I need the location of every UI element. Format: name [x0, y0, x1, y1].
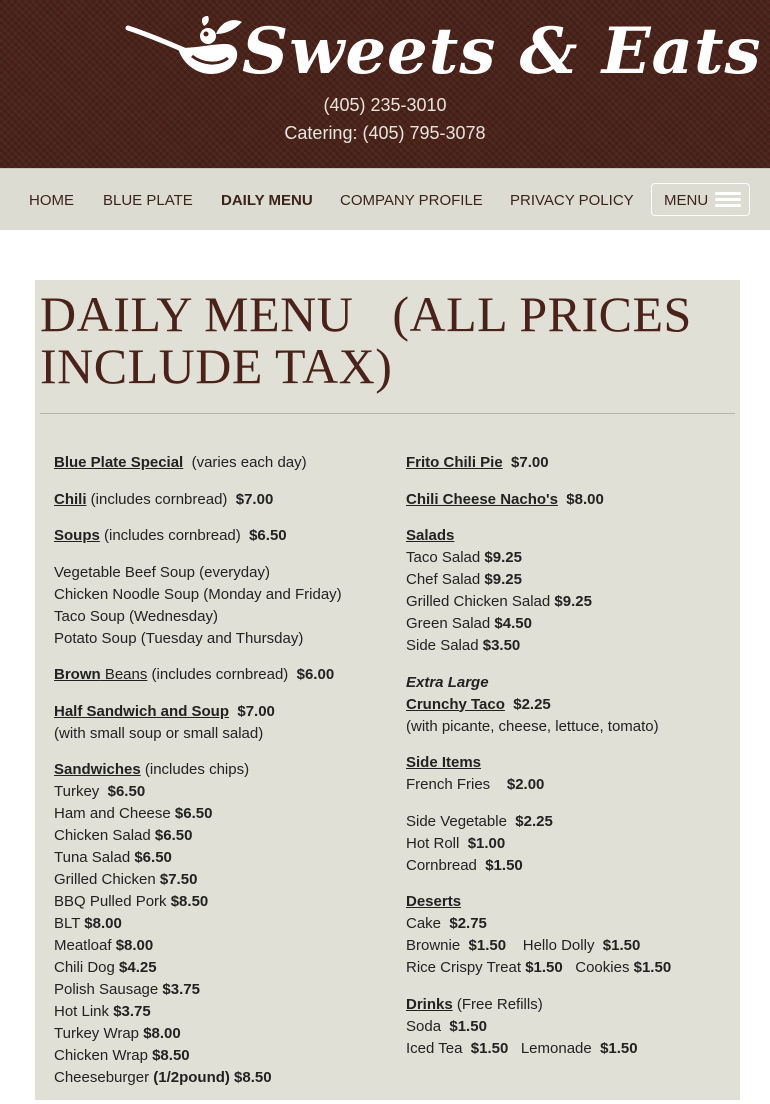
- half-sandwich-note: (with small soup or small salad): [54, 724, 264, 742]
- list-item: Brownie $1.50 Hello Dolly $1.50: [406, 937, 641, 954]
- list-item: French Fries $2.00: [406, 776, 545, 793]
- drinks-note: (Free Refills): [452, 995, 543, 1013]
- phone-number[interactable]: (405) 235-3010: [323, 95, 447, 115]
- list-item: Hot Roll $1.00: [406, 834, 506, 852]
- chili-price: $7.00: [235, 490, 274, 508]
- menu-section-drinks: [406, 994, 736, 1060]
- list-item: Taco Salad $9.25: [406, 549, 522, 566]
- brown-beans-price: $6.00: [296, 666, 335, 683]
- list-item: Polish Sausage $3.75: [54, 981, 200, 998]
- menu-item-nachos: [406, 489, 736, 511]
- frito-pie-link[interactable]: Frito Chili Pie: [406, 454, 503, 471]
- menu-section-deserts: [406, 891, 736, 979]
- brown-beans-name-rest: Beans: [100, 666, 148, 683]
- list-item: Cornbread $1.50: [406, 856, 523, 874]
- crunchy-taco-note: (with picante, cheese, lettuce, tomato): [406, 717, 659, 735]
- nav-blue-plate[interactable]: BLUE PLATE: [103, 192, 193, 209]
- menu-item-soups: [54, 525, 394, 547]
- list-item: Chicken Wrap $8.50: [54, 1047, 190, 1064]
- salads-link[interactable]: Salads: [406, 527, 455, 544]
- menu-toggle-button[interactable]: [651, 183, 750, 216]
- menu-section-side-items: [406, 752, 736, 796]
- soups-price: $6.50: [249, 527, 287, 544]
- nav-home[interactable]: HOME: [29, 192, 74, 209]
- chili-note: (includes cornbread): [86, 490, 236, 508]
- list-item: Side Vegetable $2.25: [406, 812, 553, 830]
- list-item: Ham and Cheese $6.50: [54, 805, 213, 822]
- list-item: Grilled Chicken $7.50: [54, 871, 198, 888]
- list-item: Taco Soup (Wednesday): [54, 607, 218, 625]
- blue-plate-link[interactable]: Blue Plate Special: [54, 454, 184, 471]
- list-item: Cheeseburger (1/2pound) $8.50: [54, 1069, 272, 1086]
- soup-list: [54, 562, 394, 650]
- title-divider: [40, 413, 735, 414]
- page-title: DAILY MENU (ALL PRICES INCLUDE TAX): [40, 286, 705, 394]
- nav-company-profile[interactable]: COMPANY PROFILE: [340, 192, 483, 209]
- chili-link[interactable]: Chili: [54, 490, 87, 508]
- soups-note: (includes cornbread): [99, 527, 250, 544]
- list-item: Chef Salad $9.25: [406, 571, 522, 588]
- menu-item-blue-plate: [54, 452, 394, 474]
- nachos-link[interactable]: Chili Cheese Nacho's: [406, 490, 558, 508]
- nav-daily-menu[interactable]: DAILY MENU: [221, 192, 313, 209]
- list-item: BLT $8.00: [54, 915, 122, 932]
- menu-item-chili: [54, 489, 394, 511]
- list-item: Cake $2.75: [406, 915, 487, 932]
- list-item: Meatloaf $8.00: [54, 937, 154, 954]
- list-item: Soda $1.50: [406, 1017, 487, 1035]
- side-items-list: [406, 811, 736, 877]
- crunchy-taco-price: $2.25: [504, 695, 551, 713]
- half-sandwich-price: $7.00: [229, 702, 275, 720]
- nav-privacy-policy[interactable]: PRIVACY POLICY: [510, 192, 634, 209]
- list-item: Hot Link $3.75: [54, 1003, 151, 1020]
- site-logo[interactable]: [122, 14, 762, 89]
- deserts-link[interactable]: Deserts: [406, 893, 462, 910]
- brown-beans-name-bold: Brown: [54, 666, 101, 683]
- catering-phone-number[interactable]: Catering: (405) 795-3078: [284, 123, 486, 143]
- list-item: Iced Tea $1.50 Lemonade $1.50: [406, 1039, 638, 1057]
- menu-right-column: [406, 452, 736, 1074]
- list-item: Grilled Chicken Salad $9.25: [406, 593, 592, 610]
- menu-item-frito-pie: [406, 452, 736, 474]
- menu-item-brown-beans: [54, 664, 394, 686]
- menu-left-column: [54, 452, 394, 1104]
- list-item: Side Salad $3.50: [406, 637, 521, 654]
- list-item: Green Salad $4.50: [406, 615, 532, 632]
- list-item: Turkey Wrap $8.00: [54, 1025, 181, 1042]
- menu-item-crunchy-taco: [406, 672, 736, 738]
- blue-plate-note: (varies each day): [183, 454, 307, 471]
- menu-section-salads: [406, 525, 736, 657]
- site-header: [0, 0, 770, 168]
- sandwiches-link[interactable]: Sandwiches: [54, 761, 141, 778]
- spoon-leaf-logo-icon: [122, 14, 247, 84]
- frito-pie-price: $7.00: [502, 454, 549, 471]
- taco-size-label: Extra Large: [406, 673, 489, 691]
- hamburger-icon: [715, 192, 741, 208]
- side-items-link[interactable]: Side Items: [406, 754, 482, 771]
- main-navigation: [0, 168, 770, 230]
- brown-beans-note: (includes cornbread): [147, 666, 297, 683]
- content-panel: [35, 280, 740, 1100]
- logo-text: Sweets & Eats: [242, 14, 762, 89]
- nachos-price: $8.00: [557, 490, 604, 508]
- menu-toggle-label: MENU: [664, 192, 709, 209]
- list-item: Tuna Salad $6.50: [54, 849, 172, 866]
- list-item: Chicken Salad $6.50: [54, 827, 193, 844]
- crunchy-taco-link[interactable]: Crunchy Taco: [406, 695, 505, 713]
- drinks-link[interactable]: Drinks: [406, 995, 453, 1013]
- list-item: Turkey $6.50: [54, 783, 146, 800]
- list-item: Potato Soup (Tuesday and Thursday): [54, 629, 304, 647]
- soups-link[interactable]: Soups: [54, 527, 100, 544]
- list-item: Vegetable Beef Soup (everyday): [54, 563, 270, 581]
- sandwiches-note: (includes chips): [140, 761, 250, 778]
- list-item: Chili Dog $4.25: [54, 959, 157, 976]
- menu-section-sandwiches: [54, 759, 394, 1089]
- list-item: Chicken Noodle Soup (Monday and Friday): [54, 585, 342, 603]
- list-item: Rice Crispy Treat $1.50 Cookies $1.50: [406, 959, 672, 976]
- half-sandwich-link[interactable]: Half Sandwich and Soup: [54, 702, 230, 720]
- list-item: BBQ Pulled Pork $8.50: [54, 893, 209, 910]
- brown-beans-link[interactable]: [54, 666, 147, 683]
- menu-item-half-sandwich: [54, 701, 394, 745]
